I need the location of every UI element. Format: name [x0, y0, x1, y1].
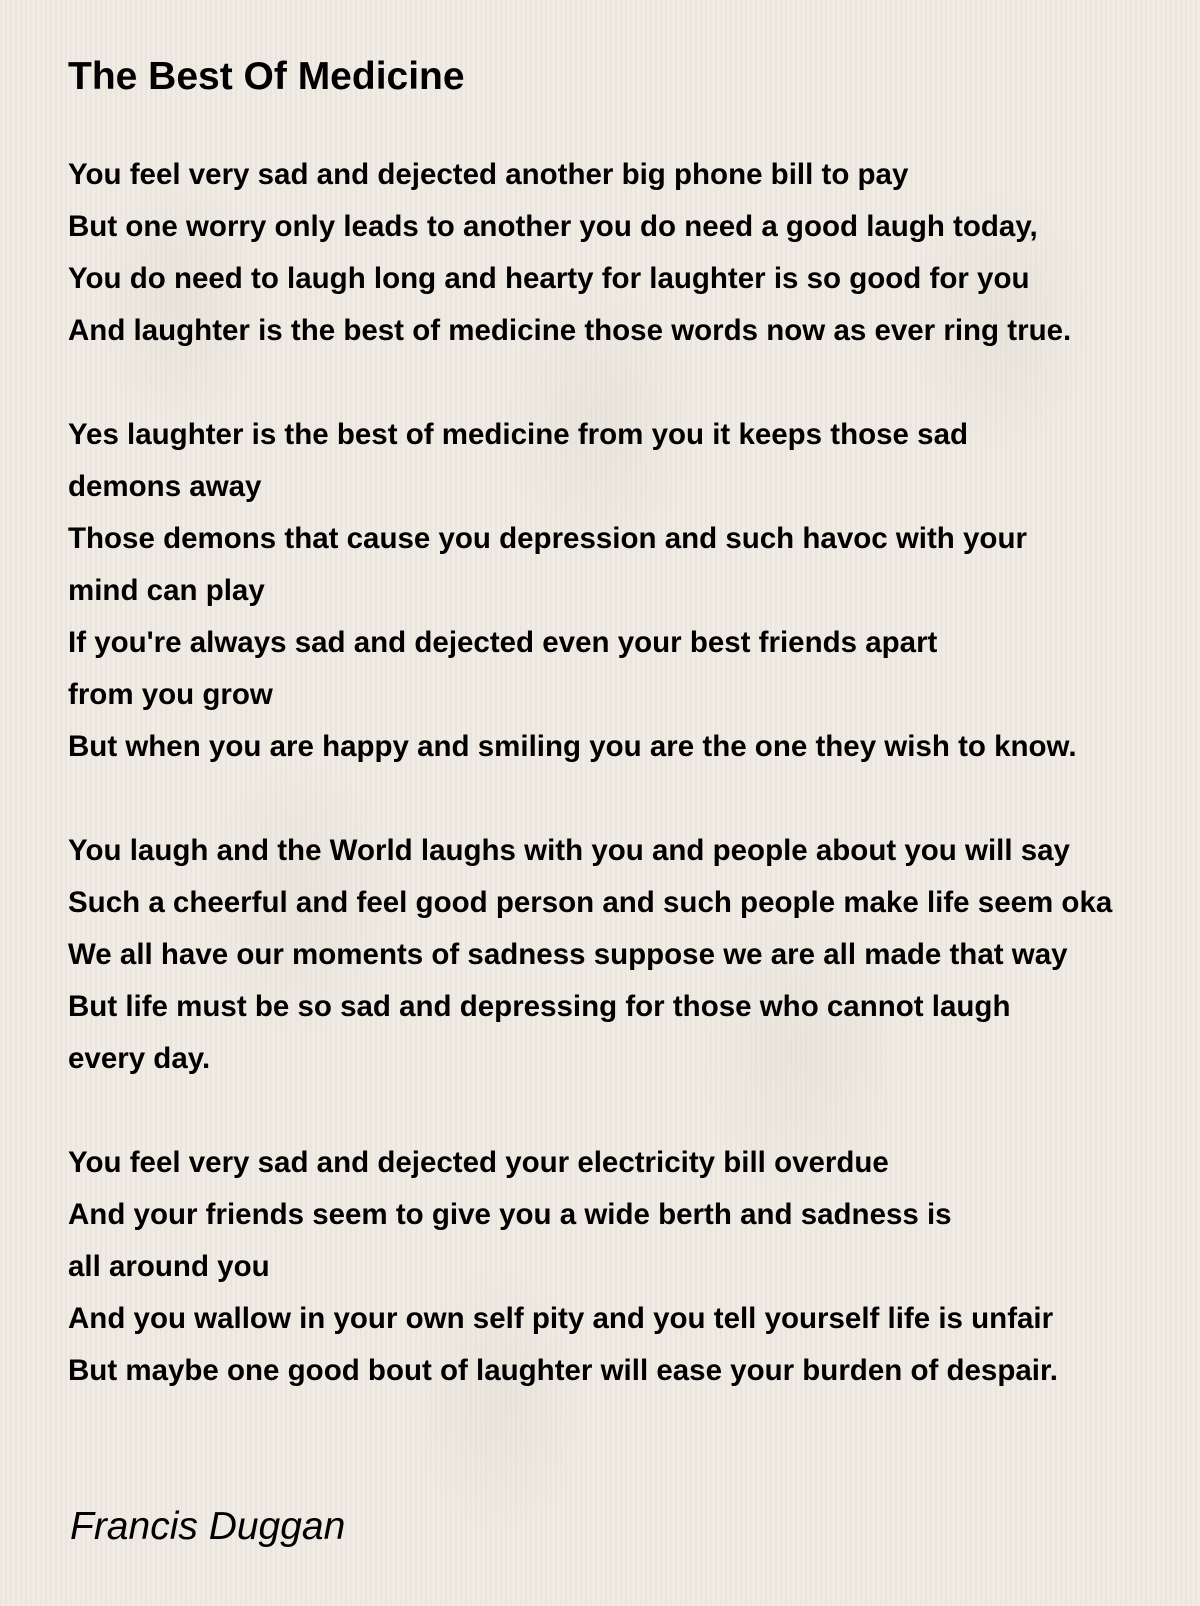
poem-line: Those demons that cause you depression and such havoc with your	[68, 522, 1027, 555]
poem-line: You feel very sad and dejected another big phone bill to pay	[68, 158, 909, 191]
poem-line: You laugh and the World laughs with you and people about you will say	[68, 834, 1070, 867]
stanza-1	[68, 149, 1200, 357]
poem-line: We all have our moments of sadness suppose we are all made that way	[68, 938, 1068, 971]
poem-line: all around you	[68, 1250, 270, 1283]
poem-line: Yes laughter is the best of medicine from you it keeps those sad	[68, 418, 968, 451]
poem-line: But when you are happy and smiling you are the one they wish to know.	[68, 730, 1077, 763]
poem-line: And your friends seem to give you a wide berth and sadness is	[68, 1198, 952, 1231]
poem-line: mind can play	[68, 574, 265, 607]
poem-line: But life must be so sad and depressing for those who cannot laugh	[68, 990, 1011, 1023]
poem-line: from you grow	[68, 678, 273, 711]
poem-line: You feel very sad and dejected your electricity bill overdue	[68, 1146, 889, 1179]
poem-line: You do need to laugh long and hearty for laughter is so good for you	[68, 262, 1030, 295]
poem-line: But maybe one good bout of laughter will ease your burden of despair.	[68, 1354, 1058, 1387]
poem-line: every day.	[68, 1042, 211, 1075]
poem-line: If you're always sad and dejected even your best friends apart	[68, 626, 938, 659]
stanza-gap	[68, 1085, 1200, 1137]
poem-body	[68, 149, 1200, 1397]
poem-page	[68, 0, 1200, 1606]
stanza-2	[68, 409, 1200, 773]
poem-line: And you wallow in your own self pity and you tell yourself life is unfair	[68, 1302, 1054, 1335]
poem-author: Francis Duggan	[70, 1505, 346, 1548]
stanza-gap	[68, 773, 1200, 825]
poem-title: The Best Of Medicine	[68, 55, 465, 98]
poem-line: Such a cheerful and feel good person and such people make life seem oka	[68, 886, 1113, 919]
stanza-gap	[68, 357, 1200, 409]
stanza-4	[68, 1137, 1200, 1397]
poem-line: But one worry only leads to another you do need a good laugh today,	[68, 210, 1038, 243]
stanza-3	[68, 825, 1200, 1085]
poem-line: And laughter is the best of medicine those words now as ever ring true.	[68, 314, 1072, 347]
poem-line: demons away	[68, 470, 262, 503]
